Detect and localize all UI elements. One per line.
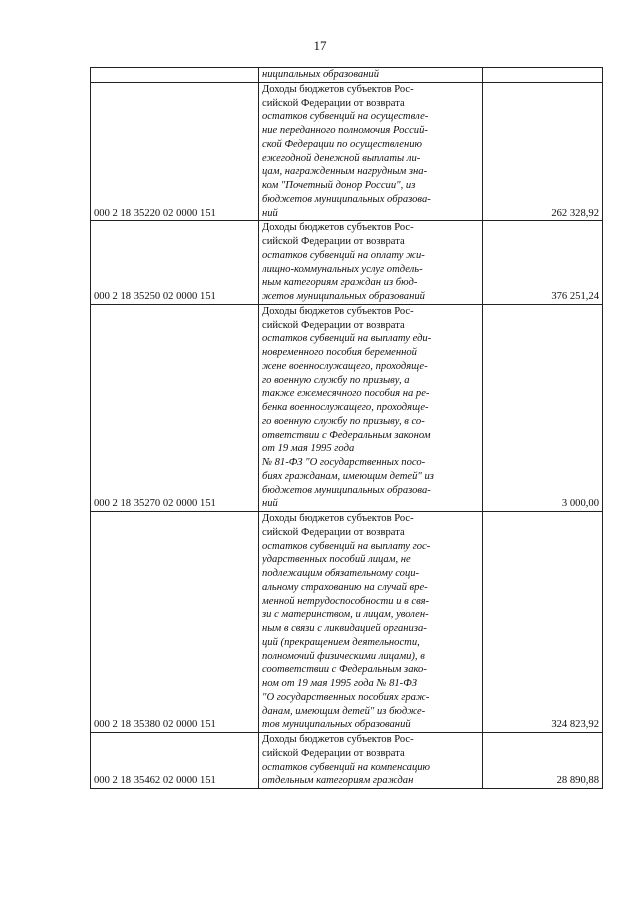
amount-cell: 324 823,92: [483, 512, 603, 733]
description-line: го военную службу по призыву, в со-: [262, 415, 425, 427]
table-body: [91, 68, 603, 789]
description-line: ций (прекращением деятельности,: [262, 636, 420, 648]
description-line: биях гражданам, имеющим детей" из: [262, 470, 434, 482]
budget-code-cell: 000 2 18 35270 02 0000 151: [91, 304, 259, 511]
description-line: "О государственных пособиях граж-: [262, 691, 430, 703]
description-line: ным категориям граждан из бюд-: [262, 277, 418, 289]
page-number: 17: [313, 38, 327, 53]
description-line: Доходы бюджетов субъектов Рос-: [262, 305, 414, 317]
budget-code-cell: 000 2 18 35220 02 0000 151: [91, 82, 259, 221]
description-line: остатков субвенций на оплату жи-: [262, 249, 425, 261]
description-line: сийской Федерации от возврата: [262, 236, 405, 247]
revenue-description-cell: [259, 304, 483, 511]
description-line: ний: [262, 207, 278, 219]
description-line: альному страхованию на случай вре-: [262, 581, 428, 593]
table-row: [91, 733, 603, 789]
amount-cell: 3 000,00: [483, 304, 603, 511]
budget-revenue-table: [90, 67, 603, 789]
description-line: также ежемесячного пособия на ре-: [262, 388, 430, 400]
description-line: от 19 мая 1995 года: [262, 443, 355, 455]
description-line: сийской Федерации от возврата: [262, 747, 405, 759]
amount-cell: 376 251,24: [483, 221, 603, 305]
description-line: остатков субвенций на осуществле-: [262, 111, 429, 123]
budget-code-cell: [91, 68, 259, 83]
description-line: отдельным категориям граждан: [262, 775, 414, 787]
table-row: [91, 304, 603, 511]
description-line: жене военнослужащего, проходяще-: [262, 360, 428, 372]
revenue-description-cell: [259, 82, 483, 221]
description-line: менной нетрудоспособности и в свя-: [262, 595, 430, 607]
description-line: бюджетов муниципальных образова-: [262, 484, 431, 496]
table-row: [91, 512, 603, 733]
description-line: го военную службу по призыву, а: [262, 374, 410, 386]
amount-cell: [483, 68, 603, 83]
description-line: № 81-ФЗ "О государственных посо-: [262, 457, 426, 468]
description-line: сийской Федерации от возврата: [262, 526, 405, 538]
description-line: остатков субвенций на выплату гос-: [262, 540, 431, 552]
description-line: Доходы бюджетов субъектов Рос-: [262, 83, 414, 95]
description-line: остатков субвенций на выплату еди-: [262, 333, 432, 345]
description-line: соответствии с Федеральным зако-: [262, 664, 427, 676]
description-line: жетов муниципальных образований: [262, 291, 425, 302]
description-line: сийской Федерации от возврата: [262, 97, 405, 109]
description-line: Доходы бюджетов субъектов Рос-: [262, 222, 414, 234]
budget-code-cell: 000 2 18 35462 02 0000 151: [91, 733, 259, 789]
table-row: [91, 68, 603, 83]
description-line: ударственных пособий лицам, не: [262, 554, 411, 566]
revenue-description-cell: [259, 733, 483, 789]
description-line: подлежащим обязательному соци-: [262, 568, 420, 579]
revenue-description-cell: [259, 512, 483, 733]
description-line: ответствии с Федеральным законом: [262, 429, 431, 441]
amount-cell: 28 890,88: [483, 733, 603, 789]
budget-code-cell: 000 2 18 35250 02 0000 151: [91, 221, 259, 305]
description-line: ской Федерации по осуществлению: [262, 138, 423, 150]
table-row: [91, 221, 603, 305]
revenue-description-cell: [259, 68, 483, 83]
revenue-description-cell: [259, 221, 483, 305]
description-line: лищно-коммунальных услуг отдель-: [262, 263, 423, 275]
description-line: полномочий физическими лицами), в: [262, 650, 425, 662]
description-line: данам, имеющим детей" из бюдже-: [262, 705, 426, 717]
description-line: ниципальных образований: [262, 69, 380, 80]
description-line: остатков субвенций на компенсацию: [262, 761, 431, 773]
description-line: зи с материнством, и лицам, уволен-: [262, 609, 429, 621]
description-line: бюджетов муниципальных образова-: [262, 193, 431, 205]
description-line: цам, награжденным нагрудным зна-: [262, 166, 428, 178]
description-line: Доходы бюджетов субъектов Рос-: [262, 734, 414, 745]
description-line: ежегодной денежной выплаты ли-: [262, 152, 421, 164]
budget-code-cell: 000 2 18 35380 02 0000 151: [91, 512, 259, 733]
description-line: ние переданного полномочия Россий-: [262, 125, 428, 136]
table-row: [91, 82, 603, 221]
description-line: сийской Федерации от возврата: [262, 319, 405, 331]
description-line: новременного пособия беременной: [262, 347, 417, 358]
description-line: Доходы бюджетов субъектов Рос-: [262, 513, 414, 524]
description-line: бенка военнослужащего, проходяще-: [262, 402, 429, 413]
description-line: ний: [262, 498, 278, 510]
description-line: ным в связи с ликвидацией организа-: [262, 623, 427, 634]
description-line: тов муниципальных образований: [262, 719, 411, 731]
description-line: ном от 19 мая 1995 года № 81-ФЗ: [262, 678, 417, 689]
amount-cell: 262 328,92: [483, 82, 603, 221]
description-line: ком "Почетный донор России", из: [262, 180, 416, 191]
